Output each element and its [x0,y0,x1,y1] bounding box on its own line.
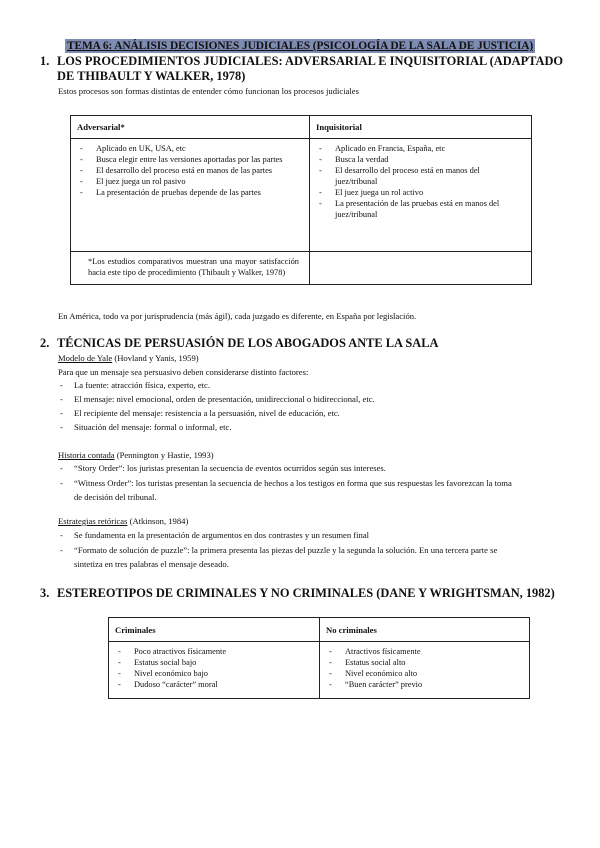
list-item: - El recipiente del mensaje: resistencia a la persuasión, nivel de educación, etc. [58,407,528,419]
yale-intro: Para que un mensaje sea persuasivo deben considerarse distinto factores: [58,367,309,377]
inquisitorial-list [316,143,523,220]
section3-heading-text: ESTEREOTIPOS DE CRIMINALES Y NO CRIMINALES (DANE Y WRIGHTSMAN, 1982) [57,586,555,600]
list-item: - La fuente: atracción física, experto, etc. [58,379,528,391]
yale-subheading [58,352,558,364]
section2-number: 2. [40,336,50,350]
inquisitorial-header: Inquisitorial [310,116,532,139]
list-item: - “Buen carácter” previo [326,679,523,690]
section1-intro: Estos procesos son formas distintas de entender cómo funcionan los procesos judiciales [58,86,359,96]
historia-subheading [58,449,558,461]
list-item: - Aplicado en Francia, España, etc [316,143,523,154]
list-item: - La presentación de las pruebas está en manos del juez/tribunal [316,198,523,220]
list-item: - La presentación de pruebas depende de las partes [77,187,297,198]
list-item: - Estatus social bajo [115,657,313,668]
section1-heading-text: LOS PROCEDIMIENTOS JUDICIALES: ADVERSARIAL E INQUISITORIAL (ADAPTADO DE THIBAULT Y WALKER, 1978) [57,54,564,83]
document-title: TEMA 6: ANÁLISIS DECISIONES JUDICIALES (PSICOLOGÍA DE LA SALA DE JUSTICIA) [66,40,534,52]
adversarial-list [77,143,297,198]
list-item: - El juez juega un rol activo [316,187,523,198]
list-item: - Busca elegir entre las versiones aportadas por las partes [77,154,297,165]
adversarial-cell [71,139,310,252]
adversarial-note: *Los estudios comparativos muestran una mayor satisfacción hacia este tipo de procedimiento (Thibault y Walker, 1978) [71,252,310,285]
list-item: - Poco atractivos físicamente [115,646,313,657]
no-criminales-header: No criminales [320,618,530,642]
retoricas-ref: (Atkinson, 1984) [127,516,189,526]
retoricas-title: Estrategias retóricas [58,516,128,526]
list-item: - Estatus social alto [326,657,523,668]
list-item: - “Witness Order”: los turistas presentan la secuencia de hechos a los testigos en forma que sus respuestas les favorezcan la toma de decisión del tribunal. [58,476,518,504]
no-criminales-cell [320,642,530,699]
section3-number: 3. [40,586,50,600]
stereotypes-table [108,617,530,699]
list-item: - Nivel económico alto [326,668,523,679]
list-item: - El mensaje: nivel emocional, orden de presentación, unidireccional o bidireccional, etc. [58,393,528,405]
list-item: - El desarrollo del proceso está en manos de las partes [77,165,297,176]
historia-ref: (Pennington y Hastie, 1993) [114,450,214,460]
criminales-header: Criminales [109,618,320,642]
list-item: - Situación del mensaje: formal o informal, etc. [58,421,528,433]
procedures-table [70,115,532,285]
list-item: - Nivel económico bajo [115,668,313,679]
criminales-cell [109,642,320,699]
list-item: - Se fundamenta en la presentación de argumentos en dos contrastes y un resumen final [58,529,528,541]
section1-after: En América, todo va por jurisprudencia (más ágil), cada juzgado es diferente, en España por legislación. [58,311,417,321]
title-wrap [0,36,600,54]
list-item: - Dudoso “carácter” moral [115,679,313,690]
list-item: - “Story Order”: los juristas presentan la secuencia de eventos ocurridos según sus intereses. [58,462,518,474]
historia-title: Historia contada [58,450,115,460]
list-item: - Aplicado en UK, USA, etc [77,143,297,154]
historia-list [58,462,518,504]
retoricas-list [58,529,528,571]
list-item: - Busca la verdad [316,154,523,165]
empty-cell [310,252,532,285]
list-item: - El desarrollo del proceso está en manos del juez/tribunal [316,165,523,187]
list-item: - “Formato de solución de puzzle”: la primera presenta las piezas del puzzle y la segunda la solución. En una tercera parte se sintetiza en tres palabras el mensaje deseado. [58,543,528,571]
adversarial-header: Adversarial* [71,116,310,139]
yale-title: Modelo de Yale [58,353,113,363]
section2-heading-text: TÉCNICAS DE PERSUASIÓN DE LOS ABOGADOS ANTE LA SALA [57,336,439,350]
section1-number: 1. [40,54,50,68]
yale-ref: (Hovland y Yanis, 1959) [112,353,199,363]
list-item: - Atractivos físicamente [326,646,523,657]
retoricas-subheading [58,515,558,527]
criminales-list [115,646,313,690]
list-item: - El juez juega un rol pasivo [77,176,297,187]
yale-list [58,379,528,433]
no-criminales-list [326,646,523,690]
inquisitorial-cell [310,139,532,252]
